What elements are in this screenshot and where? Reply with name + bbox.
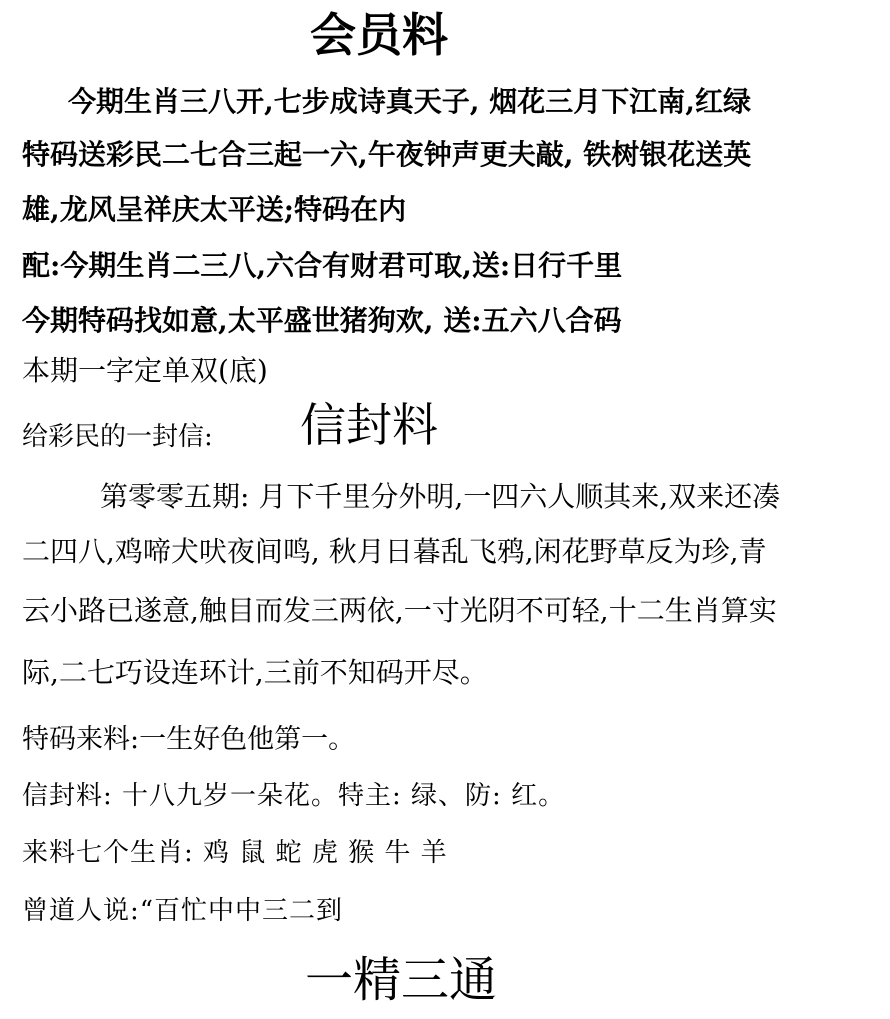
special-line-3: 来料七个生肖: 鸡 鼠 蛇 虎 猴 牛 羊	[22, 838, 448, 868]
member-line-1: 今期生肖三八开,七步成诗真天子, 烟花三月下江南,红绿	[68, 85, 751, 118]
special-line-4: 曾道人说:“百忙中中三二到	[22, 896, 344, 926]
letter-title: 信封料	[300, 398, 438, 452]
member-line-2: 特码送彩民二七合三起一六,午夜钟声更夫敲, 铁树银花送英	[22, 138, 752, 171]
letter-intro: 给彩民的一封信:	[22, 422, 213, 452]
footer-title: 一精三通	[305, 952, 498, 1008]
letter-line-4: 际,二七巧设连环计,三前不知码开尽。	[22, 656, 488, 689]
member-line-3: 雄,龙风呈祥庆太平送;特码在内	[22, 193, 407, 226]
member-title: 会员料	[310, 8, 448, 62]
letter-line-3: 云小路已遂意,触目而发三两依,一寸光阴不可轻,十二生肖算实	[22, 594, 777, 627]
member-line-5: 今期特码找如意,太平盛世猪狗欢, 送:五六八合码	[22, 304, 622, 337]
letter-line-1: 第零零五期: 月下千里分外明,一四六人顺其来,双来还凑	[100, 480, 781, 513]
special-line-1: 特码来料:一生好色他第一。	[22, 724, 356, 755]
member-line-4: 配:今期生肖二三八,六合有财君可取,送:日行千里	[22, 249, 623, 282]
member-line-6: 本期一字定单双(底)	[22, 354, 268, 387]
letter-line-2: 二四八,鸡啼犬吠夜间鸣, 秋月日暮乱飞鸦,闲花野草反为珍,青	[22, 535, 767, 568]
special-line-2: 信封料: 十八九岁一朵花。特主: 绿、防: 红。	[22, 781, 566, 811]
